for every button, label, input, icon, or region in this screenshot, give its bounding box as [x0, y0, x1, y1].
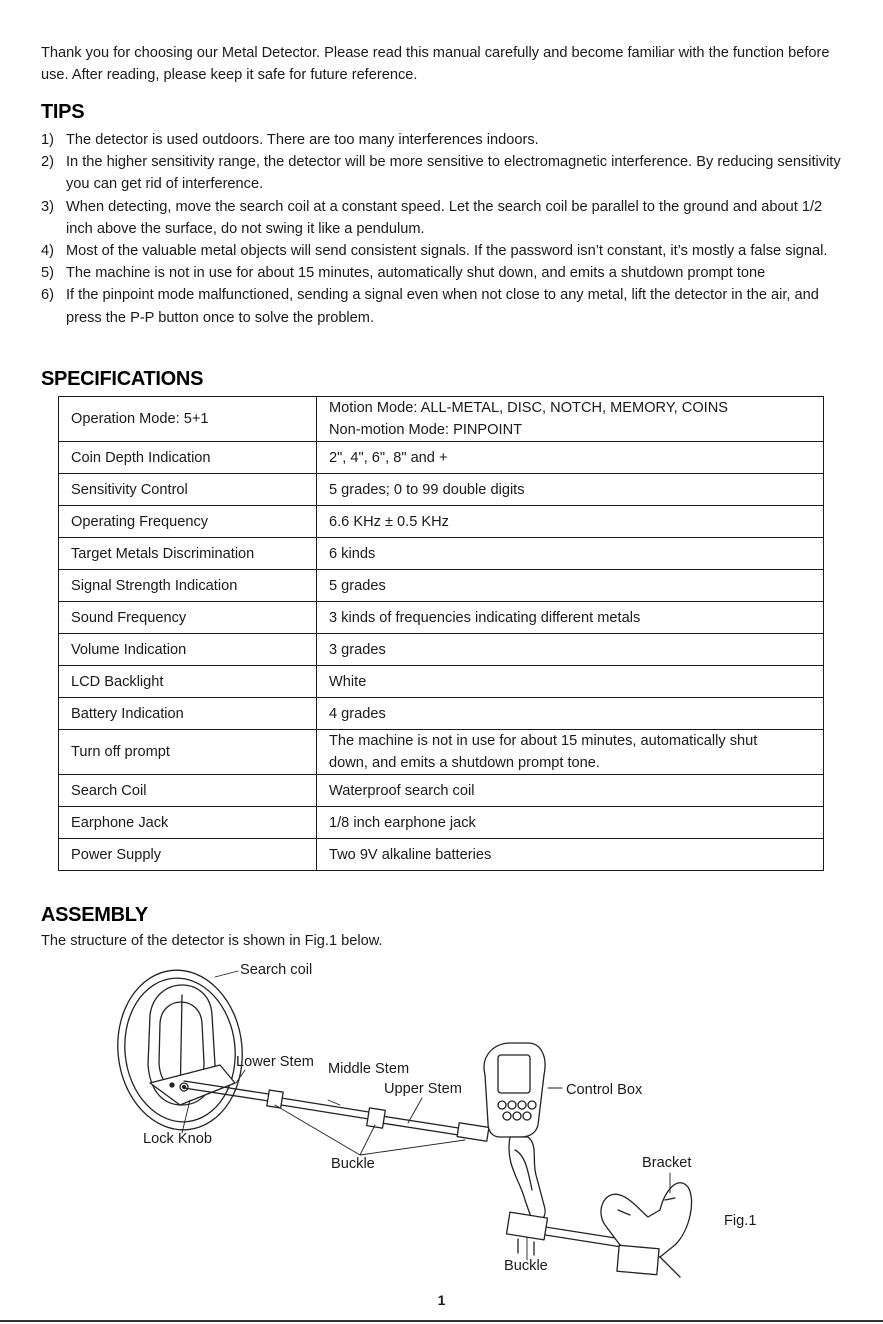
intro-paragraph: Thank you for choosing our Metal Detector. Please read this manual carefully and become familiar with the function before use. After reading, please keep it safe for future reference. — [41, 45, 830, 83]
spec-value-line: down, and emits a shutdown prompt tone. — [329, 755, 600, 771]
spec-key: Operation Mode: 5+1 — [59, 397, 317, 442]
tip-item — [41, 196, 846, 240]
bracket-drawing — [601, 1183, 692, 1277]
spec-value: 4 grades — [317, 698, 824, 730]
tip-text: If the pinpoint mode malfunctioned, sending a signal even when not close to any metal, lift the detector in the air, and press the P-P button once to solve the problem. — [66, 287, 819, 326]
assembly-heading: ASSEMBLY — [41, 904, 148, 926]
spec-key: Power Supply — [59, 839, 317, 871]
spec-value: 5 grades; 0 to 99 double digits — [317, 474, 824, 506]
specifications-table — [58, 396, 824, 871]
callout-lines — [182, 971, 670, 1260]
spec-value: 6.6 KHz ± 0.5 KHz — [317, 506, 824, 538]
assembly-intro: The structure of the detector is shown in Fig.1 below. — [41, 933, 383, 949]
handle-drawing — [509, 1137, 545, 1222]
table-row — [59, 839, 824, 871]
spec-key: Coin Depth Indication — [59, 442, 317, 474]
buckles-drawing — [267, 1090, 489, 1141]
spec-key: Turn off prompt — [59, 730, 317, 775]
tip-text: When detecting, move the search coil at a constant speed. Let the search coil be parallel to the ground and about 1/2 inch above the surface, do not swing it like a pendulum. — [66, 198, 823, 237]
spec-value: 5 grades — [317, 570, 824, 602]
spec-key: Sound Frequency — [59, 602, 317, 634]
tip-text: The machine is not in use for about 15 minutes, automatically shut down, and emits a shutdown prompt tone — [66, 265, 766, 282]
search-coil-drawing — [110, 964, 250, 1136]
table-row — [59, 634, 824, 666]
table-row — [59, 666, 824, 698]
bottom-divider — [0, 1320, 883, 1322]
spec-value — [317, 730, 824, 775]
spec-value-line: The machine is not in use for about 15 minutes, automatically shut — [329, 733, 758, 749]
spec-value-line: Motion Mode: ALL-METAL, DISC, NOTCH, MEMORY, COINS — [329, 400, 728, 416]
table-row — [59, 397, 824, 442]
control-box-drawing — [484, 1043, 545, 1137]
table-row — [59, 442, 824, 474]
label-search-coil: Search coil — [240, 962, 313, 978]
label-buckle-rear: Buckle — [504, 1258, 548, 1274]
spec-value: 2", 4", 6", 8" and + — [317, 442, 824, 474]
spec-key: Sensitivity Control — [59, 474, 317, 506]
spec-value: Waterproof search coil — [317, 775, 824, 807]
label-lower-stem: Lower Stem — [236, 1054, 314, 1070]
spec-value: 1/8 inch earphone jack — [317, 807, 824, 839]
tip-number: 3) — [41, 198, 54, 215]
spec-value: 3 grades — [317, 634, 824, 666]
spec-key: Signal Strength Indication — [59, 570, 317, 602]
spec-value-line: Non-motion Mode: PINPOINT — [329, 422, 523, 438]
tip-number: 5) — [41, 265, 54, 282]
label-bracket: Bracket — [642, 1155, 692, 1171]
spec-key: Battery Indication — [59, 698, 317, 730]
table-row — [59, 775, 824, 807]
spec-value: 3 kinds of frequencies indicating different metals — [317, 602, 824, 634]
specifications-heading: SPECIFICATIONS — [41, 368, 204, 390]
spec-key: Operating Frequency — [59, 506, 317, 538]
label-control-box: Control Box — [566, 1082, 643, 1098]
spec-key: LCD Backlight — [59, 666, 317, 698]
label-buckle: Buckle — [331, 1156, 375, 1172]
spec-value: 6 kinds — [317, 538, 824, 570]
detector-diagram — [100, 955, 800, 1285]
table-row — [59, 730, 824, 775]
label-lock-knob: Lock Knob — [143, 1131, 212, 1147]
spec-value — [317, 397, 824, 442]
tip-item — [41, 129, 846, 151]
spec-key: Volume Indication — [59, 634, 317, 666]
table-row — [59, 538, 824, 570]
tip-number: 2) — [41, 154, 54, 171]
spec-key: Target Metals Discrimination — [59, 538, 317, 570]
tips-list — [41, 129, 846, 329]
table-row — [59, 474, 824, 506]
tip-number: 4) — [41, 243, 54, 260]
label-upper-stem: Upper Stem — [384, 1081, 462, 1097]
tip-item — [41, 284, 846, 328]
tip-number: 6) — [41, 287, 54, 304]
spec-value: White — [317, 666, 824, 698]
table-row — [59, 807, 824, 839]
tip-text: Most of the valuable metal objects will send consistent signals. If the password isn’t constant, it’s mostly a false signal. — [66, 243, 828, 260]
tip-text: The detector is used outdoors. There are too many interferences indoors. — [66, 132, 539, 148]
tips-heading: TIPS — [41, 101, 85, 123]
spec-value: Two 9V alkaline batteries — [317, 839, 824, 871]
table-row — [59, 602, 824, 634]
table-row — [59, 698, 824, 730]
table-row — [59, 570, 824, 602]
spec-key: Search Coil — [59, 775, 317, 807]
spec-key: Earphone Jack — [59, 807, 317, 839]
page-number: 1 — [437, 1292, 446, 1308]
tip-item — [41, 151, 846, 195]
tip-item — [41, 240, 846, 262]
tip-number: 1) — [41, 132, 54, 148]
label-middle-stem: Middle Stem — [328, 1061, 410, 1077]
tip-text: In the higher sensitivity range, the detector will be more sensitive to electromagnetic interference. By reducing sensitivity you can get rid of interference. — [66, 154, 841, 193]
tip-item — [41, 262, 846, 284]
table-row — [59, 506, 824, 538]
label-figure-number: Fig.1 — [724, 1213, 757, 1229]
